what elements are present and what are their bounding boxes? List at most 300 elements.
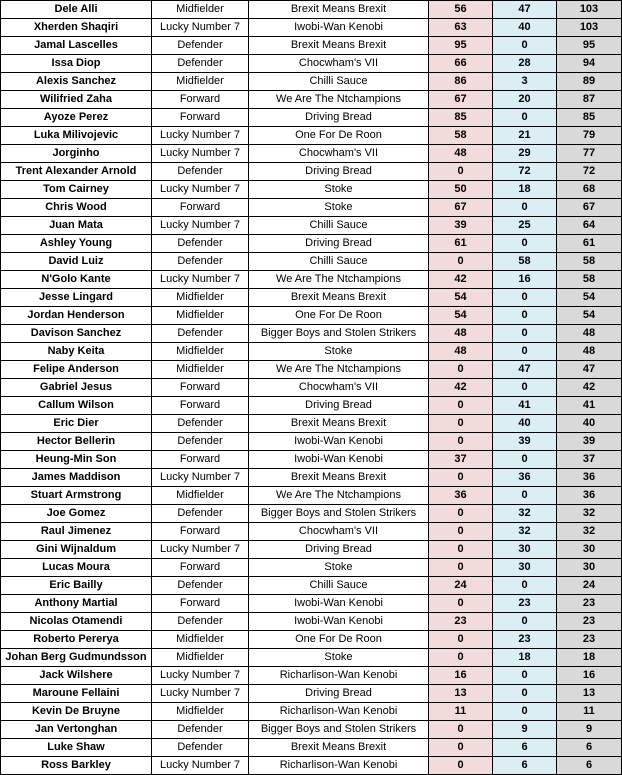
points-a-cell[interactable]: 0: [429, 397, 493, 415]
points-b-cell[interactable]: 32: [493, 523, 557, 541]
points-a-cell[interactable]: 61: [429, 235, 493, 253]
player-name-cell[interactable]: Joe Gomez: [1, 505, 152, 523]
points-a-cell[interactable]: 42: [429, 379, 493, 397]
table-row: [1, 361, 622, 379]
table-row: [1, 19, 622, 37]
team-cell[interactable]: Driving Bread: [249, 109, 429, 127]
player-name-cell[interactable]: Nicolas Otamendi: [1, 613, 152, 631]
team-cell[interactable]: We Are The Ntchampions: [249, 487, 429, 505]
position-cell[interactable]: Forward: [152, 595, 249, 613]
player-name-cell[interactable]: Davison Sanchez: [1, 325, 152, 343]
table-row: [1, 613, 622, 631]
position-cell[interactable]: Forward: [152, 199, 249, 217]
total-points-cell[interactable]: 61: [557, 235, 622, 253]
team-cell[interactable]: Brexit Means Brexit: [249, 37, 429, 55]
team-cell[interactable]: One For De Roon: [249, 127, 429, 145]
player-name-cell[interactable]: Gabriel Jesus: [1, 379, 152, 397]
points-b-cell[interactable]: 47: [493, 361, 557, 379]
player-name-cell[interactable]: Hector Bellerin: [1, 433, 152, 451]
points-a-cell[interactable]: 0: [429, 757, 493, 775]
team-cell[interactable]: Richarlison-Wan Kenobi: [249, 757, 429, 775]
points-b-cell[interactable]: 18: [493, 649, 557, 667]
team-cell[interactable]: Chilli Sauce: [249, 73, 429, 91]
total-points-cell[interactable]: 54: [557, 289, 622, 307]
table-row: [1, 199, 622, 217]
total-points-cell[interactable]: 72: [557, 163, 622, 181]
team-cell[interactable]: One For De Roon: [249, 631, 429, 649]
table-row: [1, 559, 622, 577]
position-cell[interactable]: Lucky Number 7: [152, 217, 249, 235]
team-cell[interactable]: We Are The Ntchampions: [249, 91, 429, 109]
table-row: [1, 757, 622, 775]
points-a-cell[interactable]: 11: [429, 703, 493, 721]
points-b-cell[interactable]: 3: [493, 73, 557, 91]
points-b-cell[interactable]: 0: [493, 703, 557, 721]
points-b-cell[interactable]: 40: [493, 19, 557, 37]
points-b-cell[interactable]: 21: [493, 127, 557, 145]
player-name-cell[interactable]: Felipe Anderson: [1, 361, 152, 379]
total-points-cell[interactable]: 67: [557, 199, 622, 217]
points-b-cell[interactable]: 36: [493, 469, 557, 487]
position-cell[interactable]: Forward: [152, 559, 249, 577]
points-b-cell[interactable]: 0: [493, 109, 557, 127]
points-b-cell[interactable]: 39: [493, 433, 557, 451]
points-a-cell[interactable]: 0: [429, 559, 493, 577]
player-name-cell[interactable]: Jamal Lascelles: [1, 37, 152, 55]
table-row: [1, 127, 622, 145]
position-cell[interactable]: Defender: [152, 163, 249, 181]
points-b-cell[interactable]: 18: [493, 181, 557, 199]
table-row: [1, 415, 622, 433]
points-b-cell[interactable]: 16: [493, 271, 557, 289]
player-name-cell[interactable]: Anthony Martial: [1, 595, 152, 613]
table-row: [1, 397, 622, 415]
total-points-cell[interactable]: 13: [557, 685, 622, 703]
team-cell[interactable]: Brexit Means Brexit: [249, 1, 429, 19]
player-name-cell[interactable]: James Maddison: [1, 469, 152, 487]
points-a-cell[interactable]: 48: [429, 325, 493, 343]
points-b-cell[interactable]: 6: [493, 739, 557, 757]
total-points-cell[interactable]: 87: [557, 91, 622, 109]
team-cell[interactable]: Iwobi-Wan Kenobi: [249, 433, 429, 451]
player-name-cell[interactable]: Jesse Lingard: [1, 289, 152, 307]
points-a-cell[interactable]: 0: [429, 595, 493, 613]
table-row: [1, 91, 622, 109]
player-name-cell[interactable]: Callum Wilson: [1, 397, 152, 415]
position-cell[interactable]: Midfielder: [152, 1, 249, 19]
team-cell[interactable]: Richarlison-Wan Kenobi: [249, 703, 429, 721]
table-row: [1, 343, 622, 361]
total-points-cell[interactable]: 23: [557, 613, 622, 631]
player-name-cell[interactable]: Stuart Armstrong: [1, 487, 152, 505]
position-cell[interactable]: Defender: [152, 433, 249, 451]
position-cell[interactable]: Lucky Number 7: [152, 685, 249, 703]
total-points-cell[interactable]: 23: [557, 631, 622, 649]
position-cell[interactable]: Defender: [152, 739, 249, 757]
table-row: [1, 325, 622, 343]
total-points-cell[interactable]: 37: [557, 451, 622, 469]
points-a-cell[interactable]: 48: [429, 343, 493, 361]
team-cell[interactable]: Iwobi-Wan Kenobi: [249, 595, 429, 613]
total-points-cell[interactable]: 11: [557, 703, 622, 721]
points-b-cell[interactable]: 23: [493, 631, 557, 649]
team-cell[interactable]: Stoke: [249, 649, 429, 667]
total-points-cell[interactable]: 79: [557, 127, 622, 145]
total-points-cell[interactable]: 40: [557, 415, 622, 433]
points-b-cell[interactable]: 6: [493, 757, 557, 775]
table-row: [1, 631, 622, 649]
position-cell[interactable]: Defender: [152, 721, 249, 739]
total-points-cell[interactable]: 6: [557, 739, 622, 757]
team-cell[interactable]: Driving Bread: [249, 163, 429, 181]
position-cell[interactable]: Defender: [152, 235, 249, 253]
total-points-cell[interactable]: 89: [557, 73, 622, 91]
team-cell[interactable]: Stoke: [249, 559, 429, 577]
team-cell[interactable]: Chocwham's VII: [249, 379, 429, 397]
player-name-cell[interactable]: Jan Vertonghan: [1, 721, 152, 739]
total-points-cell[interactable]: 54: [557, 307, 622, 325]
total-points-cell[interactable]: 41: [557, 397, 622, 415]
table-row: [1, 55, 622, 73]
points-a-cell[interactable]: 66: [429, 55, 493, 73]
points-b-cell[interactable]: 0: [493, 487, 557, 505]
points-a-cell[interactable]: 54: [429, 307, 493, 325]
player-name-cell[interactable]: Trent Alexander Arnold: [1, 163, 152, 181]
total-points-cell[interactable]: 103: [557, 1, 622, 19]
total-points-cell[interactable]: 58: [557, 253, 622, 271]
points-a-cell[interactable]: 23: [429, 613, 493, 631]
table-row: [1, 667, 622, 685]
player-name-cell[interactable]: Dele Alli: [1, 1, 152, 19]
position-cell[interactable]: Defender: [152, 577, 249, 595]
position-cell[interactable]: Lucky Number 7: [152, 145, 249, 163]
player-name-cell[interactable]: Luke Shaw: [1, 739, 152, 757]
player-name-cell[interactable]: Xherden Shaqiri: [1, 19, 152, 37]
player-name-cell[interactable]: Ayoze Perez: [1, 109, 152, 127]
total-points-cell[interactable]: 42: [557, 379, 622, 397]
player-name-cell[interactable]: Raul Jimenez: [1, 523, 152, 541]
position-cell[interactable]: Midfielder: [152, 487, 249, 505]
position-cell[interactable]: Midfielder: [152, 289, 249, 307]
points-a-cell[interactable]: 63: [429, 19, 493, 37]
points-b-cell[interactable]: 0: [493, 451, 557, 469]
points-b-cell[interactable]: 0: [493, 613, 557, 631]
team-cell[interactable]: Chocwham's VII: [249, 145, 429, 163]
position-cell[interactable]: Forward: [152, 397, 249, 415]
position-cell[interactable]: Lucky Number 7: [152, 757, 249, 775]
points-a-cell[interactable]: 0: [429, 631, 493, 649]
team-cell[interactable]: Brexit Means Brexit: [249, 289, 429, 307]
points-b-cell[interactable]: 20: [493, 91, 557, 109]
table-row: [1, 271, 622, 289]
team-cell[interactable]: One For De Roon: [249, 307, 429, 325]
points-b-cell[interactable]: 0: [493, 577, 557, 595]
team-cell[interactable]: Bigger Boys and Stolen Strikers: [249, 325, 429, 343]
total-points-cell[interactable]: 16: [557, 667, 622, 685]
points-b-cell[interactable]: 0: [493, 235, 557, 253]
position-cell[interactable]: Defender: [152, 325, 249, 343]
position-cell[interactable]: Defender: [152, 37, 249, 55]
total-points-cell[interactable]: 47: [557, 361, 622, 379]
points-b-cell[interactable]: 0: [493, 343, 557, 361]
table-row: [1, 181, 622, 199]
team-cell[interactable]: Brexit Means Brexit: [249, 739, 429, 757]
team-cell[interactable]: Stoke: [249, 181, 429, 199]
points-b-cell[interactable]: 47: [493, 1, 557, 19]
player-name-cell[interactable]: Alexis Sanchez: [1, 73, 152, 91]
table-row: [1, 253, 622, 271]
points-b-cell[interactable]: 0: [493, 379, 557, 397]
player-name-cell[interactable]: Luka Milivojevic: [1, 127, 152, 145]
position-cell[interactable]: Forward: [152, 91, 249, 109]
points-a-cell[interactable]: 16: [429, 667, 493, 685]
total-points-cell[interactable]: 48: [557, 343, 622, 361]
position-cell[interactable]: Defender: [152, 613, 249, 631]
position-cell[interactable]: Midfielder: [152, 343, 249, 361]
points-b-cell[interactable]: 0: [493, 289, 557, 307]
position-cell[interactable]: Forward: [152, 523, 249, 541]
table-row: [1, 541, 622, 559]
points-a-cell[interactable]: 0: [429, 253, 493, 271]
team-cell[interactable]: Iwobi-Wan Kenobi: [249, 19, 429, 37]
points-a-cell[interactable]: 42: [429, 271, 493, 289]
team-cell[interactable]: Chilli Sauce: [249, 577, 429, 595]
table-row: [1, 469, 622, 487]
points-a-cell[interactable]: 54: [429, 289, 493, 307]
player-name-cell[interactable]: Gini Wijnaldum: [1, 541, 152, 559]
points-a-cell[interactable]: 56: [429, 1, 493, 19]
table-row: [1, 721, 622, 739]
points-a-cell[interactable]: 48: [429, 145, 493, 163]
points-a-cell[interactable]: 0: [429, 163, 493, 181]
player-name-cell[interactable]: David Luiz: [1, 253, 152, 271]
position-cell[interactable]: Lucky Number 7: [152, 667, 249, 685]
table-row: [1, 37, 622, 55]
team-cell[interactable]: Driving Bread: [249, 541, 429, 559]
points-a-cell[interactable]: 13: [429, 685, 493, 703]
table-body: [1, 1, 622, 775]
position-cell[interactable]: Lucky Number 7: [152, 271, 249, 289]
table-row: [1, 703, 622, 721]
player-name-cell[interactable]: Ashley Young: [1, 235, 152, 253]
total-points-cell[interactable]: 32: [557, 505, 622, 523]
points-b-cell[interactable]: 29: [493, 145, 557, 163]
team-cell[interactable]: Bigger Boys and Stolen Strikers: [249, 505, 429, 523]
table-row: [1, 595, 622, 613]
table-row: [1, 289, 622, 307]
points-a-cell[interactable]: 67: [429, 199, 493, 217]
team-cell[interactable]: We Are The Ntchampions: [249, 361, 429, 379]
player-name-cell[interactable]: N'Golo Kante: [1, 271, 152, 289]
player-name-cell[interactable]: Eric Bailly: [1, 577, 152, 595]
points-b-cell[interactable]: 9: [493, 721, 557, 739]
team-cell[interactable]: Richarlison-Wan Kenobi: [249, 667, 429, 685]
team-cell[interactable]: Driving Bread: [249, 235, 429, 253]
points-a-cell[interactable]: 95: [429, 37, 493, 55]
total-points-cell[interactable]: 23: [557, 595, 622, 613]
player-name-cell[interactable]: Naby Keita: [1, 343, 152, 361]
position-cell[interactable]: Midfielder: [152, 631, 249, 649]
position-cell[interactable]: Forward: [152, 109, 249, 127]
position-cell[interactable]: Midfielder: [152, 703, 249, 721]
player-name-cell[interactable]: Chris Wood: [1, 199, 152, 217]
points-b-cell[interactable]: 30: [493, 559, 557, 577]
player-name-cell[interactable]: Wilifried Zaha: [1, 91, 152, 109]
points-b-cell[interactable]: 40: [493, 415, 557, 433]
position-cell[interactable]: Defender: [152, 415, 249, 433]
points-b-cell[interactable]: 32: [493, 505, 557, 523]
total-points-cell[interactable]: 36: [557, 487, 622, 505]
points-b-cell[interactable]: 0: [493, 667, 557, 685]
position-cell[interactable]: Lucky Number 7: [152, 127, 249, 145]
points-a-cell[interactable]: 67: [429, 91, 493, 109]
table-row: [1, 487, 622, 505]
position-cell[interactable]: Lucky Number 7: [152, 541, 249, 559]
total-points-cell[interactable]: 32: [557, 523, 622, 541]
total-points-cell[interactable]: 6: [557, 757, 622, 775]
player-name-cell[interactable]: Issa Diop: [1, 55, 152, 73]
position-cell[interactable]: Defender: [152, 55, 249, 73]
position-cell[interactable]: Lucky Number 7: [152, 181, 249, 199]
player-name-cell[interactable]: Roberto Pererya: [1, 631, 152, 649]
team-cell[interactable]: Iwobi-Wan Kenobi: [249, 451, 429, 469]
total-points-cell[interactable]: 9: [557, 721, 622, 739]
points-b-cell[interactable]: 0: [493, 325, 557, 343]
points-a-cell[interactable]: 58: [429, 127, 493, 145]
player-name-cell[interactable]: Jordan Henderson: [1, 307, 152, 325]
team-cell[interactable]: Chocwham's VII: [249, 55, 429, 73]
position-cell[interactable]: Midfielder: [152, 361, 249, 379]
points-a-cell[interactable]: 86: [429, 73, 493, 91]
table-row: [1, 451, 622, 469]
team-cell[interactable]: Brexit Means Brexit: [249, 415, 429, 433]
points-a-cell[interactable]: 0: [429, 523, 493, 541]
points-a-cell[interactable]: 85: [429, 109, 493, 127]
points-b-cell[interactable]: 25: [493, 217, 557, 235]
total-points-cell[interactable]: 58: [557, 271, 622, 289]
table-row: [1, 307, 622, 325]
points-b-cell[interactable]: 58: [493, 253, 557, 271]
total-points-cell[interactable]: 77: [557, 145, 622, 163]
position-cell[interactable]: Midfielder: [152, 73, 249, 91]
team-cell[interactable]: Chilli Sauce: [249, 253, 429, 271]
points-a-cell[interactable]: 0: [429, 739, 493, 757]
points-a-cell[interactable]: 0: [429, 415, 493, 433]
position-cell[interactable]: Defender: [152, 505, 249, 523]
total-points-cell[interactable]: 103: [557, 19, 622, 37]
table-row: [1, 163, 622, 181]
player-name-cell[interactable]: Johan Berg Gudmundsson: [1, 649, 152, 667]
player-name-cell[interactable]: Jack Wilshere: [1, 667, 152, 685]
points-b-cell[interactable]: 0: [493, 199, 557, 217]
total-points-cell[interactable]: 64: [557, 217, 622, 235]
table-row: [1, 649, 622, 667]
team-cell[interactable]: Iwobi-Wan Kenobi: [249, 613, 429, 631]
total-points-cell[interactable]: 68: [557, 181, 622, 199]
total-points-cell[interactable]: 30: [557, 541, 622, 559]
player-name-cell[interactable]: Ross Barkley: [1, 757, 152, 775]
team-cell[interactable]: Stoke: [249, 343, 429, 361]
position-cell[interactable]: Lucky Number 7: [152, 469, 249, 487]
points-a-cell[interactable]: 24: [429, 577, 493, 595]
table-row: [1, 379, 622, 397]
total-points-cell[interactable]: 24: [557, 577, 622, 595]
table-row: [1, 1, 622, 19]
total-points-cell[interactable]: 95: [557, 37, 622, 55]
total-points-cell[interactable]: 48: [557, 325, 622, 343]
total-points-cell[interactable]: 18: [557, 649, 622, 667]
points-b-cell[interactable]: 28: [493, 55, 557, 73]
points-b-cell[interactable]: 72: [493, 163, 557, 181]
player-name-cell[interactable]: Juan Mata: [1, 217, 152, 235]
table-row: [1, 739, 622, 757]
position-cell[interactable]: Forward: [152, 451, 249, 469]
player-name-cell[interactable]: Heung-Min Son: [1, 451, 152, 469]
points-a-cell[interactable]: 37: [429, 451, 493, 469]
team-cell[interactable]: We Are The Ntchampions: [249, 271, 429, 289]
points-a-cell[interactable]: 0: [429, 541, 493, 559]
team-cell[interactable]: Stoke: [249, 199, 429, 217]
table-row: [1, 217, 622, 235]
position-cell[interactable]: Defender: [152, 253, 249, 271]
table-row: [1, 109, 622, 127]
team-cell[interactable]: Driving Bread: [249, 685, 429, 703]
points-a-cell[interactable]: 39: [429, 217, 493, 235]
points-a-cell[interactable]: 36: [429, 487, 493, 505]
position-cell[interactable]: Lucky Number 7: [152, 19, 249, 37]
player-name-cell[interactable]: Maroune Fellaini: [1, 685, 152, 703]
points-b-cell[interactable]: 30: [493, 541, 557, 559]
total-points-cell[interactable]: 36: [557, 469, 622, 487]
team-cell[interactable]: Driving Bread: [249, 397, 429, 415]
points-b-cell[interactable]: 41: [493, 397, 557, 415]
total-points-cell[interactable]: 85: [557, 109, 622, 127]
points-a-cell[interactable]: 0: [429, 721, 493, 739]
table-row: [1, 523, 622, 541]
total-points-cell[interactable]: 39: [557, 433, 622, 451]
points-b-cell[interactable]: 0: [493, 307, 557, 325]
player-name-cell[interactable]: Lucas Moura: [1, 559, 152, 577]
table-row: [1, 505, 622, 523]
team-cell[interactable]: Bigger Boys and Stolen Strikers: [249, 721, 429, 739]
position-cell[interactable]: Midfielder: [152, 307, 249, 325]
points-a-cell[interactable]: 0: [429, 505, 493, 523]
points-b-cell[interactable]: 0: [493, 685, 557, 703]
points-b-cell[interactable]: 0: [493, 37, 557, 55]
team-cell[interactable]: Brexit Means Brexit: [249, 469, 429, 487]
points-a-cell[interactable]: 0: [429, 433, 493, 451]
points-a-cell[interactable]: 50: [429, 181, 493, 199]
table-row: [1, 73, 622, 91]
total-points-cell[interactable]: 94: [557, 55, 622, 73]
player-name-cell[interactable]: Jorginho: [1, 145, 152, 163]
player-name-cell[interactable]: Tom Cairney: [1, 181, 152, 199]
player-name-cell[interactable]: Kevin De Bruyne: [1, 703, 152, 721]
position-cell[interactable]: Forward: [152, 379, 249, 397]
table-row: [1, 577, 622, 595]
team-cell[interactable]: Chilli Sauce: [249, 217, 429, 235]
table-row: [1, 433, 622, 451]
table-row: [1, 235, 622, 253]
position-cell[interactable]: Midfielder: [152, 649, 249, 667]
points-a-cell[interactable]: 0: [429, 469, 493, 487]
team-cell[interactable]: Chocwham's VII: [249, 523, 429, 541]
points-a-cell[interactable]: 0: [429, 361, 493, 379]
player-name-cell[interactable]: Eric Dier: [1, 415, 152, 433]
points-b-cell[interactable]: 23: [493, 595, 557, 613]
points-a-cell[interactable]: 0: [429, 649, 493, 667]
total-points-cell[interactable]: 30: [557, 559, 622, 577]
